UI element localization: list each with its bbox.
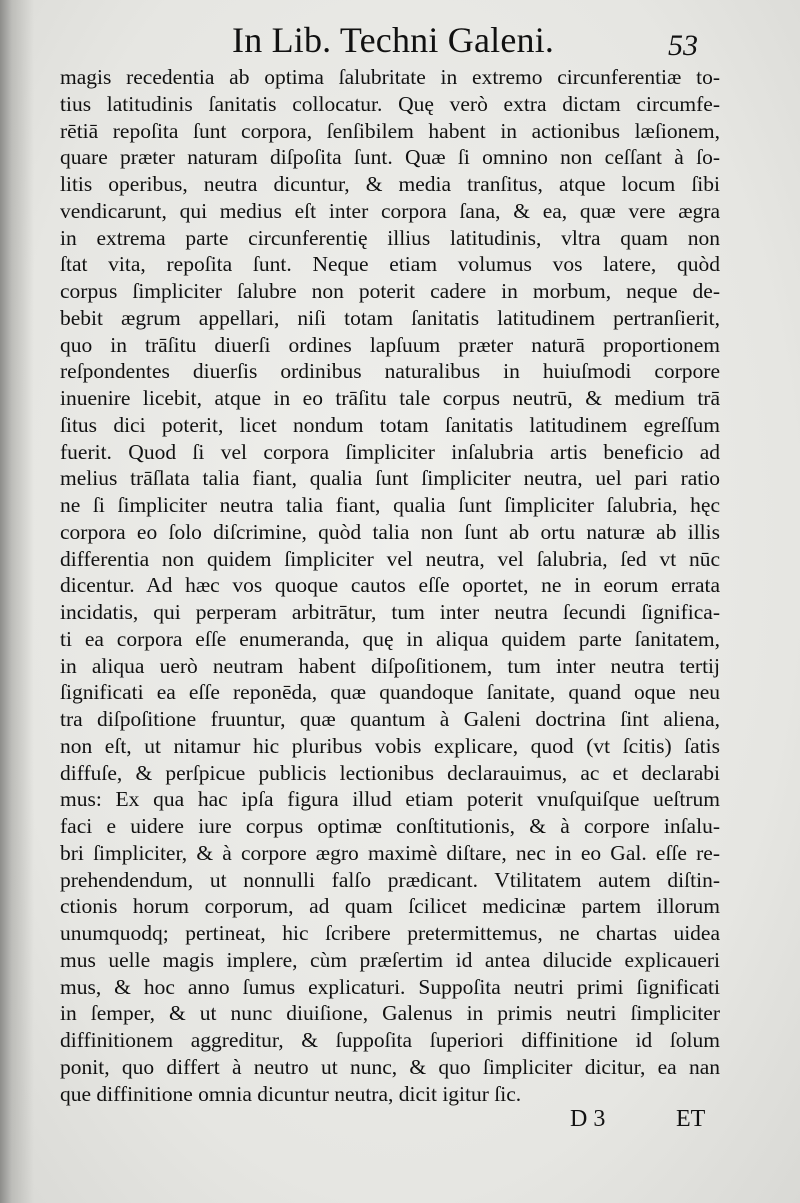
text-line: tra diſpoſitione fruuntur, quæ quantum à Galeni doctrina ſint aliena, [60, 707, 720, 731]
text-line: fuerit. Quod ſi vel corpora ſimpliciter inſalubria artis beneficio ad [60, 439, 720, 464]
running-head: In Lib. Techni Galeni. [232, 20, 555, 60]
body-text [60, 64, 720, 1107]
text-line: quare præter naturam diſpoſita ſunt. Quæ ſi omnino non ceſſant à ſo- [60, 145, 720, 170]
text-line: incidatis, qui perperam arbitrātur, tum inter neutra ſecundi ſignifica- [60, 600, 720, 624]
text-line: mus uelle magis implere, cùm præſertim id antea dilucide explicaueri [60, 947, 720, 972]
text-line: ne ſi ſimpliciter neutra talia fiant, qualia ſunt ſimpliciter ſalubria, hęc [60, 493, 720, 517]
text-line: bri ſimpliciter, & à corpore ægro maximè diſtare, nec in eo Gal. eſſe re- [60, 840, 720, 865]
text-line: corpus ſimpliciter ſalubre non poterit cadere in morbum, neque de- [60, 279, 720, 303]
text-line: in ſemper, & ut nunc diuiſione, Galenus in primis neutri ſimpliciter [60, 1001, 720, 1026]
text-line: in extrema parte circunferentię illius latitudinis, vltra quam non [60, 225, 720, 250]
text-line: quo in trāſitu diuerſi ordines lapſuum præter naturā proportionem [60, 332, 720, 357]
signature-mark: D 3 [570, 1106, 606, 1132]
text-line: vendicarunt, qui medius eſt inter corpora ſana, & ea, quæ vere ægra [60, 198, 720, 223]
text-line: tius latitudinis ſanitatis collocatur. Quę verò extra dictam circumfe- [60, 91, 720, 116]
text-line: inuenire licebit, atque in eo trāſitu tale corpus neutrū, & medium trā [60, 386, 720, 410]
text-line: ponit, quo differt à neutro ut nunc, & quo ſimpliciter dicitur, ea nan [60, 1054, 720, 1079]
text-line: litis operibus, neutra dicuntur, & media tranſitus, atque locum ſibi [60, 172, 720, 196]
text-line: ſignificati ea eſſe reponēda, quæ quandoque ſanitate, quand oque neu [60, 680, 720, 705]
text-line: bebit ægrum appellari, niſi totam ſanitatis latitudinem pertranſierit, [60, 305, 720, 330]
text-line: mus: Ex qua hac ipſa figura illud etiam poterit vnuſquiſque ueſtrum [60, 787, 720, 812]
text-line: faci e uidere iure corpus optimæ conſtitutionis, & à corpore inſalu- [60, 814, 720, 838]
text-line: non eſt, ut nitamur hic pluribus vobis explicare, quod (vt ſcitis) ſatis [60, 733, 720, 758]
page-number: 53 [668, 29, 698, 62]
binding-gutter-shadow [0, 0, 34, 1203]
text-line: diffuſe, & perſpicue publicis lectionibus declarauimus, ac et declarabi [60, 760, 720, 785]
catchword: ET [676, 1106, 706, 1132]
text-line: magis recedentia ab optima ſalubritate in extremo circunferentiæ to- [60, 65, 720, 89]
text-line: mus, & hoc anno ſumus explicaturi. Suppoſita neutri primi ſignificati [60, 974, 720, 999]
text-line: unumquodq; pertineat, hic ſcribere pretermittemus, ne chartas uidea [60, 921, 720, 945]
text-line: que diffinitione omnia dicuntur neutra, dicit igitur ſic. [60, 1081, 522, 1106]
text-line: diffinitionem aggreditur, & ſuppoſita ſuperiori diffinitione id ſolum [60, 1028, 720, 1052]
text-line: differentia non quidem ſimpliciter vel neutra, vel ſalubria, ſed vt nūc [60, 546, 720, 571]
text-line: rētiā repoſita ſunt corpora, ſenſibilem habent in actionibus læſionem, [60, 118, 720, 143]
text-line: melius trāſlata talia fiant, qualia ſunt ſimpliciter neutra, uel pari ratio [60, 466, 720, 491]
text-line: reſpondentes diuerſis ordinibus naturalibus in huiuſmodi corpore [60, 359, 720, 384]
text-line: ſitus dici poterit, licet nondum totam ſanitatis latitudinem egreſſum [60, 412, 720, 437]
text-line: ti ea corpora eſſe enumeranda, quę in aliqua quidem parte ſanitatem, [60, 626, 720, 651]
text-line: ſtat vita, repoſita ſunt. Neque etiam volumus vos latere, quòd [60, 252, 720, 277]
text-line: ctionis horum corporum, ad quam ſcilicet medicinæ partem illorum [60, 894, 720, 919]
text-line: dicentur. Ad hæc vos quoque cautos eſſe oportet, ne in eorum errata [60, 573, 720, 598]
text-line: corpora eo ſolo diſcrimine, quòd talia non ſunt ab ortu naturæ ab illis [60, 519, 720, 544]
text-line: in aliqua uerò neutram habent diſpoſitionem, tum inter neutra tertij [60, 653, 720, 678]
text-line: prehendendum, ut nonnulli falſo prædicant. Vtilitatem autem diſtin- [60, 867, 720, 892]
